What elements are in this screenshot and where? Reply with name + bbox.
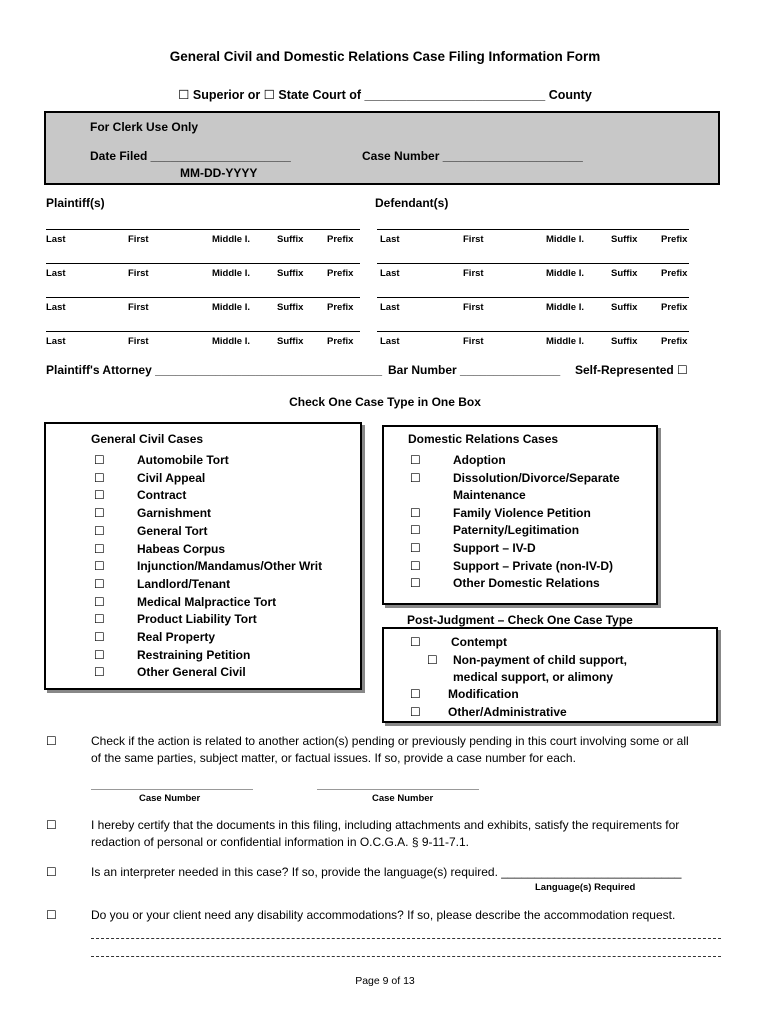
defendant-field-label: Last — [380, 234, 400, 245]
bar-label: Bar Number — [388, 363, 457, 377]
certify-text-1: I hereby certify that the documents in this filing, including attachments and exhibits, satisfy the requirements for — [91, 818, 680, 832]
plaintiff-field-label: Prefix — [327, 302, 354, 313]
domestic-checkbox[interactable]: ☐ — [410, 470, 421, 485]
attorney-blank[interactable]: __________________________________ — [155, 363, 383, 377]
domestic-item: Family Violence Petition — [453, 505, 591, 520]
defendant-name-line[interactable] — [377, 331, 689, 332]
general-civil-item: Habeas Corpus — [137, 541, 226, 556]
general-civil-heading: General Civil Cases — [91, 432, 204, 446]
defendant-field-label: Prefix — [661, 268, 688, 279]
general-civil-checkbox[interactable]: ☐ — [94, 612, 105, 627]
post-judgment-item: Non-payment of child support, — [453, 653, 627, 667]
plaintiff-field-label: Prefix — [327, 234, 354, 245]
domestic-item: Support – Private (non-IV-D) — [453, 558, 614, 573]
bar-number-field[interactable] — [388, 363, 560, 377]
plaintiff-field-label: Middle I. — [212, 336, 250, 347]
plaintiff-name-line[interactable] — [46, 263, 360, 264]
case-number-field[interactable]: Case Number _____________________ — [362, 149, 583, 163]
form-title: General Civil and Domestic Relations Case Filing Information Form — [169, 49, 601, 64]
plaintiff-name-line[interactable] — [46, 331, 360, 332]
general-civil-item: Product Liability Tort — [137, 612, 257, 627]
self-represented-checkbox[interactable]: Self-Represented ☐ — [575, 363, 688, 377]
domestic-item: Other Domestic Relations — [453, 576, 600, 591]
clerk-heading: For Clerk Use Only — [90, 120, 199, 134]
general-civil-checkbox[interactable]: ☐ — [94, 594, 105, 609]
domestic-checkbox[interactable]: ☐ — [410, 576, 421, 591]
certify-text-2: redaction of personal or confidential information in O.C.G.A. § 9-11-7.1. — [91, 835, 469, 849]
plaintiff-label: Plaintiff(s) — [46, 196, 105, 210]
defendant-field-label: Last — [380, 336, 400, 347]
general-civil-checkbox[interactable]: ☐ — [94, 453, 105, 467]
post-judgment-checkbox[interactable]: ☐ — [427, 653, 438, 667]
defendant-field-label: Middle I. — [546, 302, 584, 313]
plaintiff-field-label: Prefix — [327, 336, 354, 347]
disability-answer-line-2[interactable] — [91, 956, 721, 957]
general-civil-checkbox[interactable]: ☐ — [94, 541, 105, 556]
general-civil-item: Medical Malpractice Tort — [137, 594, 277, 609]
case-type-heading: Check One Case Type in One Box — [289, 395, 481, 409]
disability-text: Do you or your client need any disability accommodations? If so, please describe the accommodation request. — [91, 908, 676, 922]
domestic-relations-box — [382, 425, 658, 605]
general-civil-item: General Tort — [137, 523, 208, 538]
plaintiff-field-label: Prefix — [327, 268, 354, 279]
post-judgment-checkbox[interactable]: ☐ — [410, 705, 421, 719]
post-judgment-heading: Post-Judgment – Check One Case Type — [407, 613, 633, 627]
case-number-blank-2[interactable] — [317, 789, 479, 790]
page-number: Page 9 of 13 — [355, 975, 415, 987]
general-civil-item: Restraining Petition — [137, 647, 251, 662]
defendant-field-label: First — [463, 234, 484, 245]
plaintiff-field-label: First — [128, 336, 149, 347]
bar-blank[interactable]: _______________ — [460, 363, 561, 377]
defendant-field-label: Suffix — [611, 268, 638, 279]
related-action-text-2: of the same parties, subject matter, or factual issues. If so, provide a case number for each. — [91, 751, 576, 765]
clerk-use-box — [44, 111, 720, 185]
defendant-field-label: Prefix — [661, 234, 688, 245]
domestic-checkbox[interactable]: ☐ — [410, 453, 421, 467]
interpreter-checkbox[interactable]: ☐ — [46, 865, 57, 879]
plaintiff-field-label: First — [128, 234, 149, 245]
defendant-field-label: First — [463, 302, 484, 313]
attorney-field[interactable] — [46, 363, 382, 377]
defendant-name-line[interactable] — [377, 263, 689, 264]
defendant-field-label: Last — [380, 268, 400, 279]
interpreter-text[interactable]: Is an interpreter needed in this case? If so, provide the language(s) required. ___________________________ — [91, 865, 682, 879]
general-civil-checkbox[interactable]: ☐ — [94, 647, 105, 662]
post-judgment-box — [382, 627, 718, 723]
post-judgment-item: Other/Administrative — [448, 705, 567, 719]
defendant-label: Defendant(s) — [375, 196, 449, 210]
plaintiff-name-line[interactable] — [46, 229, 360, 230]
general-civil-item: Contract — [137, 488, 187, 503]
domestic-item: Adoption — [453, 453, 506, 467]
general-civil-checkbox[interactable]: ☐ — [94, 630, 105, 644]
defendant-field-label: Prefix — [661, 336, 688, 347]
plaintiff-field-label: Last — [46, 302, 66, 313]
defendant-field-label: Suffix — [611, 234, 638, 245]
general-civil-checkbox[interactable]: ☐ — [94, 523, 105, 538]
general-civil-checkbox[interactable]: ☐ — [94, 506, 105, 521]
domestic-checkbox[interactable]: ☐ — [410, 523, 421, 538]
general-civil-item: Garnishment — [137, 506, 212, 521]
general-civil-checkbox[interactable]: ☐ — [94, 576, 105, 591]
defendant-field-label: First — [463, 336, 484, 347]
court-selection-line[interactable]: ☐ Superior or ☐ State Court of __________________________ County — [178, 88, 592, 102]
domestic-checkbox[interactable]: ☐ — [410, 558, 421, 573]
general-civil-box — [44, 422, 362, 690]
general-civil-item: Other General Civil — [137, 665, 246, 680]
language-label: Language(s) Required — [535, 882, 636, 893]
plaintiff-field-label: Middle I. — [212, 268, 250, 279]
plaintiff-field-label: Middle I. — [212, 302, 250, 313]
general-civil-item: Landlord/Tenant — [137, 576, 231, 591]
post-judgment-checkbox[interactable]: ☐ — [410, 687, 421, 701]
plaintiff-field-label: Suffix — [277, 234, 304, 245]
plaintiff-field-label: Suffix — [277, 268, 304, 279]
defendant-name-line[interactable] — [377, 229, 689, 230]
disability-answer-line-1[interactable] — [91, 938, 721, 939]
date-filed-field[interactable]: Date Filed _____________________ — [90, 149, 291, 163]
domestic-item: Support – IV-D — [453, 541, 536, 555]
attorney-label: Plaintiff's Attorney — [46, 363, 152, 377]
plaintiff-name-line[interactable] — [46, 297, 360, 298]
general-civil-item: Civil Appeal — [137, 470, 206, 485]
related-action-checkbox[interactable]: ☐ — [46, 734, 57, 748]
case-number-label-2: Case Number — [372, 793, 434, 804]
plaintiff-field-label: Suffix — [277, 302, 304, 313]
domestic-item: Dissolution/Divorce/Separate — [453, 470, 620, 485]
defendant-field-label: Prefix — [661, 302, 688, 313]
plaintiff-field-label: Last — [46, 336, 66, 347]
plaintiff-field-label: Last — [46, 268, 66, 279]
domestic-checkbox[interactable]: ☐ — [410, 541, 421, 555]
case-number-label-1: Case Number — [139, 793, 201, 804]
general-civil-item: Injunction/Mandamus/Other Writ — [137, 559, 323, 574]
defendant-field-label: Suffix — [611, 336, 638, 347]
related-action-text-1: Check if the action is related to another action(s) pending or previously pending in this court involving some or all — [91, 734, 689, 748]
defendant-field-label: First — [463, 268, 484, 279]
date-format-label: MM-DD-YYYY — [180, 166, 258, 180]
general-civil-item: Automobile Tort — [137, 453, 229, 467]
domestic-item: Paternity/Legitimation — [453, 523, 580, 538]
defendant-field-label: Middle I. — [546, 234, 584, 245]
general-civil-checkbox[interactable]: ☐ — [94, 559, 105, 574]
plaintiff-field-label: First — [128, 302, 149, 313]
general-civil-item: Real Property — [137, 630, 216, 644]
domestic-item: Maintenance — [453, 488, 526, 503]
general-civil-checkbox[interactable]: ☐ — [94, 470, 105, 485]
domestic-heading: Domestic Relations Cases — [408, 432, 559, 446]
plaintiff-field-label: Middle I. — [212, 234, 250, 245]
plaintiff-field-label: Suffix — [277, 336, 304, 347]
plaintiff-field-label: Last — [46, 234, 66, 245]
plaintiff-field-label: First — [128, 268, 149, 279]
post-judgment-item: Contempt — [451, 635, 507, 649]
post-judgment-checkbox[interactable]: ☐ — [410, 635, 421, 649]
general-civil-checkbox[interactable]: ☐ — [94, 665, 105, 680]
defendant-field-label: Last — [380, 302, 400, 313]
defendant-field-label: Suffix — [611, 302, 638, 313]
domestic-checkbox[interactable]: ☐ — [410, 505, 421, 520]
disability-checkbox[interactable]: ☐ — [46, 908, 57, 922]
post-judgment-item: medical support, or alimony — [453, 670, 614, 684]
certify-checkbox[interactable]: ☐ — [46, 818, 57, 832]
defendant-field-label: Middle I. — [546, 336, 584, 347]
general-civil-checkbox[interactable]: ☐ — [94, 488, 105, 503]
defendant-field-label: Middle I. — [546, 268, 584, 279]
defendant-name-line[interactable] — [377, 297, 689, 298]
case-number-blank-1[interactable] — [91, 789, 253, 790]
post-judgment-item: Modification — [448, 687, 519, 701]
